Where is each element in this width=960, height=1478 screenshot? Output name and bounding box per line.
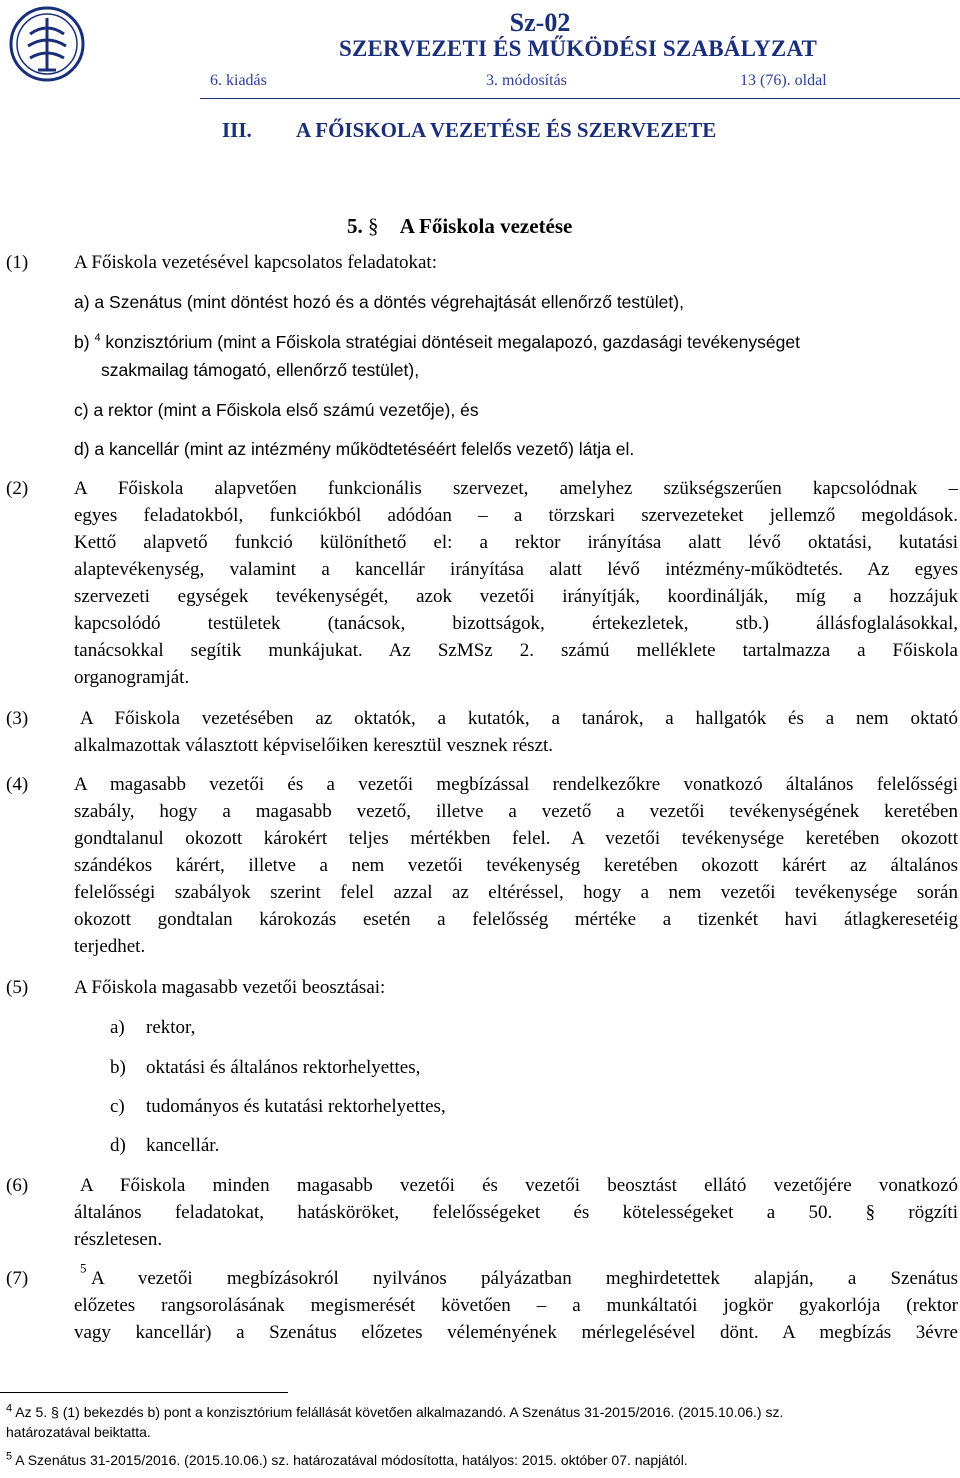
para6-line [74, 1202, 958, 1224]
para4-line: A magasabb vezetői és a vezetői megbízással rendelkezőkre vonatkozó általános felelősségi [74, 774, 958, 795]
para1-item-b-cont: szakmailag támogató, ellenőrző testület), [101, 360, 420, 380]
section-symbol: § [865, 1202, 876, 1223]
footnote-5-text: A Szenátus 31-2015/2016. (2015.10.06.) sz. határozatával módosította, hatályos: 2015. október 07. napjától. [12, 1452, 688, 1468]
para4-line: szándékos kárért, illetve a nem vezetői tevékenység keretében okozott kárért az általános [74, 855, 958, 876]
page-number: 13 (76). oldal [740, 72, 827, 89]
section-number: 5. [347, 214, 368, 238]
footnote-ref-5-num: 5 [80, 1260, 87, 1276]
para1-item-c: c) a rektor (mint a Főiskola első számú vezetője), és [74, 400, 479, 420]
section-symbol: § [368, 214, 379, 238]
para4-line: szabály, hogy a magasabb vezető, illetve a vezető a vezetői tevékenységének keretében [74, 801, 958, 822]
footnote-divider [0, 1392, 288, 1393]
para4-line: felelősségi szabályok szerint felel azzal az eltéréssel, hogy a nem vezetői tevékenysége során [74, 882, 958, 903]
para2-line: Kettő alapvető funkció különíthető el: a rektor irányítása alatt lévő oktatási, kutatási [74, 532, 958, 553]
para3-line: A Főiskola vezetésében az oktatók, a kutatók, a tanárok, a hallgatók és a nem oktató [80, 708, 958, 729]
para2-number: (2) [6, 478, 29, 499]
document-code: Sz-02 [509, 8, 571, 37]
para6-line: A Főiskola minden magasabb vezetői és vezetői beosztást ellátó vezetőjére vonatkozó [80, 1175, 958, 1196]
para6-line: részletesen. [74, 1229, 163, 1250]
para5-intro: A Főiskola magasabb vezetői beosztásai: [74, 977, 386, 998]
para7-line: vagy kancellár) a Szenátus előzetes véleményének mérlegelésével dönt. A megbízás 3évre [74, 1322, 958, 1343]
para4-line: gondtalanul okozott károkért teljes mértékben felel. A vezetői tevékenysége keretében okozott [74, 828, 958, 849]
para2-line: tanácsokkal segítik munkájukat. Az SzMSz 2. számú melléklete tartalmazza a Főiskola [74, 640, 958, 661]
para4-number: (4) [6, 774, 29, 795]
footnote-4-text: Az 5. § (1) bekezdés b) pont a konzisztórium felállását követően alkalmazandó. A Szenátus 31-2015/2016. (2015.10.06.) sz. [12, 1404, 784, 1420]
chapter-number: III. [222, 118, 252, 142]
footnote-ref-4: 4 [94, 332, 101, 345]
para7-line: A vezetői megbízásokról nyilvános pályázatban meghirdetettek alapján, a Szenátus [91, 1268, 958, 1289]
section-heading [347, 214, 572, 239]
para1-intro: A Főiskola vezetésével kapcsolatos feladatokat: [74, 252, 437, 273]
para6-line2-text: általános feladatokat, hatásköröket, felelősségeket és kötelességeket a 50. [74, 1202, 866, 1223]
para2-line: A Főiskola alapvetően funkcionális szervezet, amelyhez szükségszerűen kapcsolódnak – [74, 478, 958, 499]
para2-line: alaptevékenység, valamint a kancellár irányítása alatt lévő intézmény-működtetés. Az egyes [74, 559, 958, 580]
para1-number: (1) [6, 252, 29, 273]
footnote-ref-5 [80, 1260, 87, 1286]
para7-number: (7) [6, 1268, 29, 1289]
para5-item-label: a) [110, 1017, 125, 1038]
para5-item-label: b) [110, 1057, 126, 1078]
footnote-4-num: 4 [6, 1402, 13, 1415]
para2-line: kapcsolódó testületek (tanácsok, bizottságok, értekezletek, stb.) állásfoglalásokkal, [74, 613, 958, 634]
para1-item-b [74, 332, 800, 353]
para1-item-a: a) a Szenátus (mint döntést hozó és a döntés végrehajtását ellenőrző testület), [74, 292, 684, 312]
para5-item-text: oktatási és általános rektorhelyettes, [146, 1057, 421, 1078]
para3-line: alkalmazottak választott képviselőiken keresztül vesznek részt. [74, 735, 554, 756]
chapter-title: A FŐISKOLA VEZETÉSE ÉS SZERVEZETE [296, 118, 717, 142]
para5-item-text: kancellár. [146, 1135, 220, 1156]
para5-item-text: tudományos és kutatási rektorhelyettes, [146, 1096, 446, 1117]
para1-item-b-label: b) [74, 332, 90, 352]
footnote-5 [6, 1452, 688, 1468]
edition: 6. kiadás [210, 72, 267, 89]
para6-line2-tail: rögzíti [875, 1202, 958, 1223]
footnote-4 [6, 1404, 783, 1420]
header-divider [200, 98, 960, 99]
para4-line: terjedhet. [74, 936, 146, 957]
revision: 3. módosítás [486, 72, 567, 89]
section-title: A Főiskola vezetése [399, 214, 573, 238]
para3-number: (3) [6, 708, 29, 729]
para4-line: okozott gondtalan károkozás esetén a felelősség mértéke a tizenkét havi átlagkeresetéig [74, 909, 958, 930]
para2-line: egyes feladatokból, funkciókból adódóan – a törzskari szervezeteket jellemző megoldások. [74, 505, 958, 526]
institution-logo [8, 4, 86, 91]
para6-number: (6) [6, 1175, 29, 1196]
para5-item-label: d) [110, 1135, 126, 1156]
footnote-4-cont: határozatával beiktatta. [6, 1424, 151, 1440]
para2-line: organogramját. [74, 667, 190, 688]
document-title: SZERVEZETI ÉS MŰKÖDÉSI SZABÁLYZAT [338, 36, 818, 61]
para5-item-label: c) [110, 1096, 125, 1117]
para1-item-d: d) a kancellár (mint az intézmény működtetéséért felelős vezető) látja el. [74, 439, 635, 459]
para7-line: előzetes rangsorolásának megismerését követően – a munkáltatói jogkör gyakorlója (rektor [74, 1295, 958, 1316]
para5-number: (5) [6, 977, 29, 998]
para5-item-text: rektor, [146, 1017, 196, 1038]
para1-item-b-text: konzisztórium (mint a Főiskola stratégiai döntéseit megalapozó, gazdasági tevékenységet [100, 332, 800, 352]
para2-line: szervezeti egységek tevékenységét, azok vezetői irányítják, koordinálják, míg a hozzájuk [74, 586, 958, 607]
footnote-5-num: 5 [6, 1450, 13, 1463]
